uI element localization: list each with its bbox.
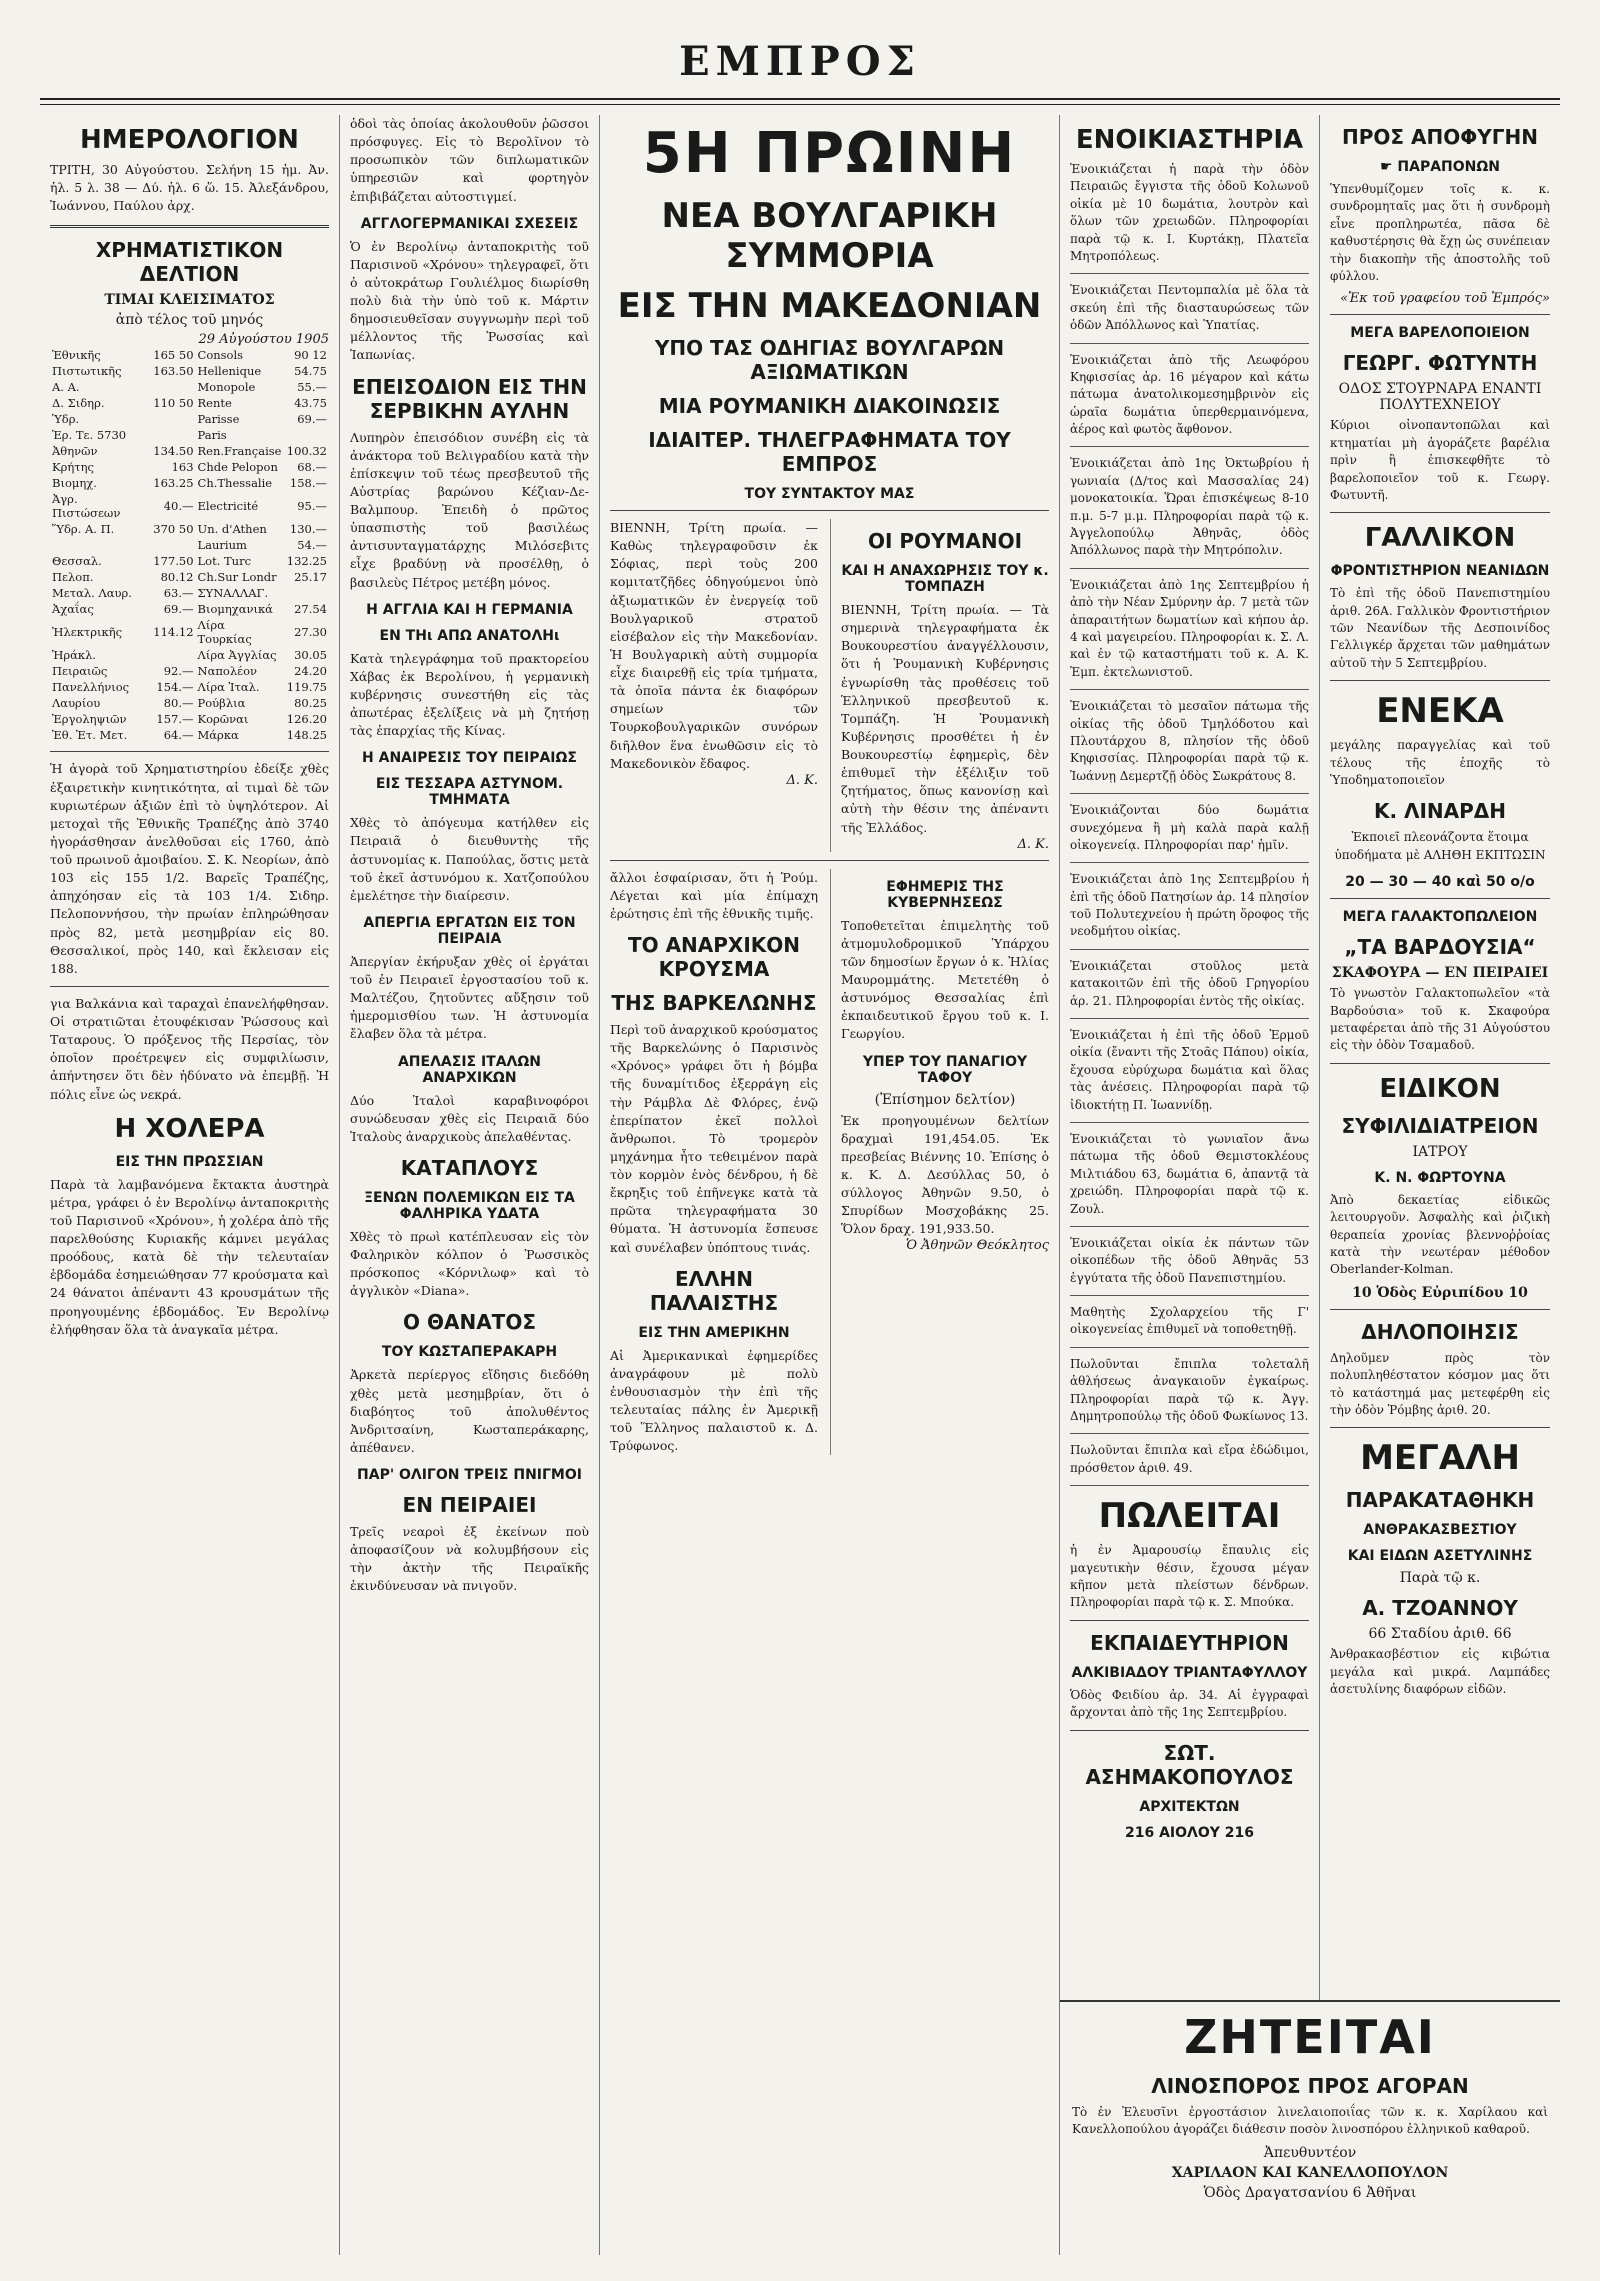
table-cell: 95.— [297, 499, 327, 514]
ad-name: Κ. ΛΙΝΑΡΔΗ [1373, 799, 1507, 824]
table-row [50, 647, 329, 663]
calendar-text: ΤΡΙΤΗ, 30 Αὐγούστου. Σελήνη 15 ἡμ. Ἀν. ἡλ. 5 λ. 38 — Δύ. ἡλ. 6 ὥ. 15. Ἀλεξάνδρου, Ἰωάννου, Παύλου ἀρχ. [50, 162, 329, 214]
subheadline: ΤΗΣ ΒΑΡΚΕΛΩΝΗΣ [611, 991, 817, 1015]
table-cell: Ρούβλια [197, 696, 246, 711]
table-cell: Βιομηχ. [52, 476, 97, 491]
ad-discount: 20 — 30 — 40 καὶ 50 ο/ο [1345, 874, 1535, 891]
headline: ΤΟ ΑΝΑΡΧΙΚΟΝ ΚΡΟΥΣΜΑ [627, 933, 801, 981]
table-cell: 80.12 [160, 570, 194, 585]
rental-ad: Μαθητὴς Σχολαρχείου τῆς Γ' οἰκογενείας ἐπιθυμεῖ νὰ τοποθετηθῇ. [1070, 1304, 1309, 1348]
article-body: Κατὰ τηλεγράφημα τοῦ πρακτορείου Χάβας ἐκ Βερολίνου, ἡ γερμανικὴ κυβέρνησις συνεστήθη εἰς τὰς ἀπωτέρας ἐξελίξεις νὰ μὴ ζητήσῃ τὰς ἐπαρχίας τῆς Κίνας. [350, 650, 589, 739]
table-cell: Ἠλεκτρικῆς [52, 625, 123, 640]
ad-body: Δηλοῦμεν πρὸς τὸν πολυπληθέστατον κόσμον μας ὅτι τὸ κατάστημά μας μετεφέρθη εἰς τὴν ὁδὸν Ῥόμβης ἀριθ. 20. [1330, 1350, 1550, 1417]
ad-name: „ΤΑ ΒΑΡΔΟΥΣΙΑ“ [1344, 935, 1536, 960]
article-body: Ὁ ἐν Βερολίνῳ ἀνταποκριτὴς τοῦ Παρισινοῦ «Χρόνου» τηλεγραφεῖ, ὅτι ὁ αὐτοκράτωρ Γουλιέλμος διωρίσθη πολὺ διὰ τὴν ὑπὸ τοῦ κ. Μάρτιν δημοσιευθεῖσαν συγγνωμὴν περὶ τοῦ μέλλοντος τῆς Ῥωσσίας καὶ Ἰαπωνίας. [350, 238, 589, 363]
ad-subtitle: ΙΑΤΡΟΥ [1412, 1143, 1468, 1160]
table-cell: Rente [197, 396, 232, 411]
table-row [50, 727, 329, 743]
table-cell: Κορῶναι [197, 712, 249, 727]
school-title: ΕΚΠΑΙΔΕΥΤΗΡΙΟΝ [1090, 1630, 1289, 1655]
table-cell: 30.05 [294, 648, 327, 663]
ad-subtitle: ΠΑΡΑΚΑΤΑΘΗΚΗ [1345, 1488, 1535, 1513]
table-cell: Parisse [197, 412, 240, 427]
ad-body: Ἀνθρακασβέστιον εἰς κιβώτια μεγάλα καὶ μικρά. Λαμπάδες ἀσετυλίνης διαφόρων εἰδῶν. [1330, 1647, 1550, 1697]
subheadline: ΚΑΙ Η ΑΝΑΧΩΡΗΣΙΣ ΤΟΥ κ. ΤΟΜΠΑΖΗ [841, 563, 1049, 595]
table-cell: Λίρα Ἀγγλίας [197, 648, 277, 663]
table-cell: Chde Pelopon [197, 460, 278, 475]
ad-title: ΜΕΓΑ ΓΑΛΑΚΤΟΠΩΛΕΙΟΝ [1342, 909, 1538, 926]
divider [1330, 1427, 1550, 1428]
table-cell: Ἀθηνῶν [52, 444, 98, 459]
sale-body: ἡ ἐν Ἀμαρουσίῳ ἔπαυλις εἰς μαγευτικὴν θέσιν, ἔχουσα μέγαν κῆπον μετὰ πλείστων δένδρων. Πληροφορίαι παρὰ τῷ κ. Σ. Μπούκα. [1070, 1543, 1309, 1610]
table-cell: 163 [171, 460, 194, 475]
ad-body: Τὸ ἐπὶ τῆς ὁδοῦ Πανεπιστημίου ἀριθ. 26Α. Γαλλικὸν Φροντιστήριον τῶν Νεανίδων τῆς Δεσποινίδος Γελλιγκέρ ἄρχεται τῶν μαθημάτων αὐτοῦ τὴν 5 Σεπτεμβρίου. [1330, 586, 1550, 670]
table-row [50, 443, 329, 459]
article-body: για Βαλκάνια καὶ ταραχαὶ ἐπανελήφθησαν. Οἱ στρατιῶται ἐτουφέκισαν Ῥώσσους καὶ Ταταρους. Ὁ πρόξενος τῆς Περσίας, τὸν ὁποῖον προέτρεψεν εἰς συμφιλίωσιν, ἀπήντησεν ὅτι δὲν ἠδύνατο νὰ ἐπεμβῇ. Ἡ πόλις εἶνε ὡς νεκρά. [50, 995, 329, 1102]
lower-columns [610, 869, 1049, 1456]
table-cell: 370 50 [153, 522, 194, 537]
ad-address: 66 Σταδίου ἀριθ. 66 [1368, 1626, 1512, 1643]
ad-name: ΓΕΩΡΓ. ΦΩΤΥΝΤΗ [1342, 351, 1538, 376]
cholera-subtitle: ΕΙΣ ΤΗΝ ΠΡΩΣΣΙΑΝ [115, 1153, 264, 1170]
table-cell [151, 379, 195, 395]
exchange-body: Ἡ ἀγορὰ τοῦ Χρηματιστηρίου ἐδείξε χθὲς ἐξαιρετικὴν κινητικότητα, αἱ τιμαὶ δὲ τῶν κυριωτέρων ἀξιῶν ἐπὶ τὸ ὑψηλότερον. Αἱ μετοχαὶ τῆς Ἐθνικῆς Τραπέζης ἀπὸ 3740 ἠγοράσθησαν ἀνελθοῦσαι εἰς 1760, ἀπὸ τοῦ πρωινοῦ ἀμοιβαίου. Σ. Κ. Νεορίων, ἀπὸ 103 εἰς 155 1/2. Βαρεῖς Τραπέζης, ἀπηχόησαν εἰς τὰ 103 1/4. Σιδηρ. Πελοποννήσου, τὴν πρωίαν ἐπληρώθησαν πρὸς 82, μετὰ μεσημβρίαν εἰς 80. Θεσσαλικοί, πρὸς 140, καὶ ἔκλεισαν εἰς 188. [50, 761, 329, 976]
article-body: ὁδοὶ τὰς ὁποίας ἀκολουθοῦν ῥῶσσοι πρόσφυγες. Εἰς τὸ Βερολῖνον τὸ προσωπικὸν τῶν διπλωματικῶν ὑπηρεσιῶν καὶ φορτηγὸν ἐπιβιβάζεται αὐτοστιγμεί. [350, 116, 589, 204]
notice-body: Ὑπενθυμίζομεν τοῖς κ. κ. συνδρομηταῖς μας ὅτι ἡ συνδρομὴ εἶνε προπληρωτέα, πᾶσα δὲ καθυστέρησις θὰ ἔχῃ ὡς συνέπειαν τὴν διακοπὴν τῆς ἀποστολῆς τοῦ φύλλου. [1330, 182, 1550, 283]
notice-subtitle [1330, 159, 1550, 175]
table-cell: Ch.Thessalie [197, 476, 273, 491]
divider [610, 510, 1049, 511]
ad-title: ΕΙΔΙΚΟΝ [1379, 1073, 1501, 1104]
table-cell: 100.32 [286, 444, 327, 459]
table-cell: 80.— [163, 696, 194, 711]
table-cell: 110 50 [153, 396, 194, 411]
column-4 [1060, 115, 1320, 2255]
headline: ΕΦΗΜΕΡΙΣ ΤΗΣ ΚΥΒΕΡΝΗΣΕΩΣ [886, 878, 1004, 911]
table-cell: 163.25 [153, 476, 194, 491]
table-cell: Λαυρίου [52, 696, 101, 711]
rental-ad: Ἐνοικιάζεται ἡ ἐπὶ τῆς ὁδοῦ Ἐρμοῦ οἰκία (ἔναντι τῆς Στοᾶς Πάπου) οἰκία, ἔχουσα εὐρύχωρα δωμάτια καὶ ὅλας τὰς ἀνέσεις. Πληροφορίαι παρὰ τῷ ἰδιοκτήτῃ Π. Ἰωαννίδῃ. [1070, 1027, 1309, 1123]
table-cell: Ὕδρ. Α. Π. [52, 522, 115, 537]
table-row [50, 663, 329, 679]
table-row [50, 459, 329, 475]
rental-ad: Ἐνοικιάζεται οἰκία ἐκ πάντων τῶν οἰκοπέδων τῆς ὁδοῦ Ἀθηνᾶς 53 ἐγγύτατα τῆς ὁδοῦ Πανεπιστημίου. [1070, 1235, 1309, 1296]
exchange-title: ΧΡΗΜΑΤΙΣΤΙΚΟΝ ΔΕΛΤΙΟΝ [95, 238, 284, 287]
table-row [50, 711, 329, 727]
table-cell: 69.— [297, 412, 327, 427]
headline: ΥΠΕΡ ΤΟΥ ΠΑΝΑΓΙΟΥ ΤΑΦΟΥ [862, 1053, 1028, 1086]
ad-subtitle: ΣΥΦΙΛΙΔΙΑΤΡΕΙΟΝ [1341, 1113, 1539, 1138]
table-cell: 64.— [163, 728, 194, 743]
table-cell: 132.25 [286, 554, 327, 569]
divider [1330, 512, 1550, 513]
article-body: Αἱ Ἀμερικανικαὶ ἐφημερίδες ἀναγράφουν μὲ πολὺ ἐνθουσιασμὸν τὴν ἐπὶ τῆς τελευταίας πάλης ἐν Ἀμερικῇ τοῦ Ἕλληνος παλαιστοῦ κ. Δ. Τρύφωνος. [610, 1347, 818, 1454]
divider [1330, 1309, 1550, 1310]
table-cell: Πειραιῶς [52, 664, 108, 679]
ad-subtitle: ΦΡΟΝΤΙΣΤΗΡΙΟΝ ΝΕΑΝΙΔΩΝ [1330, 563, 1550, 580]
signature: «Ἐκ τοῦ γραφείου τοῦ Ἐμπρός» [1340, 291, 1550, 307]
ad-address: 10 Ὁδὸς Εὐριπίδου 10 [1352, 1284, 1528, 1301]
table-cell: Hellenique [197, 364, 262, 379]
article-body: Χθὲς τὸ ἀπόγευμα κατήλθεν εἰς Πειραιᾶ ὁ διευθυντὴς τῆς ἀστυνομίας κ. Παπούλας, ὅστις μετὰ τοῦ ἐκεῖ ἀστυνόμου κ. Χατζοπούλου ἐμελέτησε τὴν διαίρεσιν. [350, 815, 589, 903]
article-body: Τοποθετεῖται ἐπιμελητὴς τοῦ ἀτμομυλοδρομικοῦ Ὑπάρχου τῶν δημοσίων ἔργων ὁ κ. Ἠλίας Μαυρομμάτης. Μετετέθη ὁ ἀστυνόμος Θεσσαλίας ἐπὶ ἐκπαιδευτικοῦ ἔργου τοῦ κ. Ι. Γεωργίου. [841, 917, 1049, 1042]
lower-right [830, 869, 1049, 1456]
divider [50, 751, 329, 752]
ad-address: ΟΔΟΣ ΣΤΟΥΡΝΑΡΑ ΕΝΑΝΤΙ ΠΟΛΥΤΕΧΝΕΙΟΥ [1338, 381, 1542, 414]
subheadline: ΤΟΥ ΚΩΣΤΑΠΕΡΑΚΑΡΗ [381, 1344, 558, 1361]
ad-subtitle: ΣΚΑΦΟΥΡΑ — ΕΝ ΠΕΙΡΑΙΕΙ [1331, 965, 1549, 982]
table-cell [151, 537, 195, 553]
bottom-ad-subtitle: ΛΙΝΟΣΠΟΡΟΣ ΠΡΟΣ ΑΓΟΡΑΝ [1151, 2074, 1469, 2098]
ad-subtitle: ΚΑΙ ΕΙΔΩΝ ΑΣΕΤΥΛΙΝΗΣ [1347, 1548, 1533, 1565]
table-cell: 126.20 [286, 712, 327, 727]
subheadline: ΞΕΝΩΝ ΠΟΛΕΜΙΚΩΝ ΕΙΣ ΤΑ ΦΑΛΗΡΙΚΑ ΥΔΑΤΑ [364, 1189, 575, 1222]
notice-title: ΠΡΟΣ ΑΠΟΦΥΓΗΝ [1342, 125, 1538, 149]
signature: Ὁ Ἀθηνῶν Θεόκλητος [905, 1238, 1049, 1254]
bottom-ad-sign: Ἀπευθυντέον [1263, 2144, 1357, 2161]
table-row [50, 553, 329, 569]
headline: ΕΛΛΗΝ ΠΑΛΑΙΣΤΗΣ [649, 1266, 779, 1315]
lower-left [610, 869, 818, 1456]
table-cell: Πιστωτικῆς [52, 364, 122, 379]
rental-ad: Ἐνοικιάζεται Πεντομπαλία μὲ ὅλα τὰ σκεύη ἐπὶ τῆς διασταυρώσεως τῶν ὁδῶν Ἀπόλλωνος καὶ Ὑπατίας. [1070, 282, 1309, 343]
table-row [50, 521, 329, 537]
telegram-columns [610, 519, 1049, 852]
table-cell: Α. Α. [52, 380, 80, 395]
headline: ΟΙ ΡΟΥΜΑΝΟΙ [867, 529, 1023, 553]
table-cell: 54.75 [294, 364, 327, 379]
subheadline: ΕΝ ΠΕΙΡΑΙΕΙ [402, 1493, 537, 1517]
exchange-date: 29 Αὐγούστου 1905 [198, 332, 329, 348]
signature: Δ. Κ. [1017, 836, 1049, 852]
ad-title: ΓΑΛΛΙΚΟΝ [1364, 523, 1516, 554]
table-cell: 90 12 [294, 348, 327, 363]
article-body: Λυπηρὸν ἐπεισόδιον συνέβη εἰς τὰ ἀνάκτορα τοῦ Βελιγραδίου κατὰ τὴν ἐπίσκεψιν τοῦ τέως πρεσβευτοῦ τῆς Αὐστρίας βαρώνου Κέζιαν-Δε-Βαλμπουρ. Ἐπειδὴ ὁ πρῶτος ὑπασπιστὴς τοῦ βασιλέως ἀντισυνταγματάρχης Μιλόσεβιτς εἶχε βραδύνῃ νὰ προσέλθῃ, ὁ βασιλεὺς Πέτρος μετέβη μόνος. [350, 429, 589, 590]
table-row [50, 601, 329, 617]
table-row [50, 617, 329, 647]
architect-name: ΣΩΤ. ΑΣΗΜΑΚΟΠΟΥΛΟΣ [1085, 1740, 1294, 1789]
ad-body: Ἐκποιεῖ πλεονάζοντα ἕτοιμα ὑποδήματα μὲ ΑΛΗΘΗ ΕΚΠΤΩΣΙΝ [1334, 830, 1546, 862]
table-cell [151, 411, 195, 427]
article-body: ἄλλοι ἐσφαίρισαν, ὅτι ἡ Ῥούμ. Λέγεται καὶ μία ἐπίμαχη ἐρώτησις ἐπὶ τῆς ἐθνικῆς τιμῆς. [610, 869, 818, 921]
school-subtitle: ΑΛΚΙΒΙΑΔΟΥ ΤΡΙΑΝΤΑΦΥΛΛΟΥ [1071, 1664, 1308, 1681]
rental-ad: Ἐνοικιάζεται ἀπὸ 1ης Σεπτεμβρίου ἡ ἀπὸ τὴν Νέαν Σμύρνην ἀρ. 7 μετὰ τῶν ἀπαραιτήτων δωματίων καὶ κήπου ἀρ. 4 καὶ μαγειρείου. Πληροφορίαι κ. Σ. Λ. καὶ ἐν τῷ καταστήματι τοῦ κ. Α. Κ. Ἐμπ. ἐκτελωνιστοῦ. [1070, 577, 1309, 690]
table-cell: 25.17 [294, 570, 327, 585]
column-2 [340, 115, 600, 2255]
telegram-right [830, 519, 1049, 852]
table-cell: 92.— [163, 664, 194, 679]
table-cell: 63.— [163, 586, 194, 601]
table-row [50, 363, 329, 379]
cholera-body: Παρὰ τὰ λαμβανόμενα ἔκτακτα ἀυστηρὰ μέτρα, γράφει ὁ ἐν Βερολίνῳ ἀνταποκριτὴς τοῦ Παρισινοῦ «Χρόνου», ἡ χολέρα ἀπὸ τῆς παρελθούσης Κυριακῆς κάμνει μεγάλας προόδους, κατὰ δὲ τὴν τελευταίαν ἑβδομάδα ἐσημειώθησαν 77 κρούσματα καὶ 24 θάνατοι ἀπέναντι 43 κρουσμάτων τῆς προηγουμένης ἑβδομάδος. Ἐν Βερολίνῳ ἐλήφθησαν ὅλα τὰ ἀναγκαῖα μέτρα. [50, 1176, 329, 1337]
table-cell [50, 537, 151, 553]
table-cell: Ἐθ. Ἐτ. Μετ. [52, 728, 128, 743]
rental-ad: Ἐνοικιάζεται ἡ παρὰ τὴν ὁδὸν Πειραιῶς ἔγγιστα τῆς ὁδοῦ Κολωνοῦ οἰκία μὲ 10 δωμάτια, λουτρὸν καὶ ὅλων τῶν χρειωδῶν. Πληροφορίαι παρὰ τῷ κ. Ι. Κυρτάκῃ, Πλατεῖα Μητροπόλεως. [1070, 161, 1309, 274]
divider [1070, 1620, 1309, 1621]
table-cell: Κρήτης [52, 460, 94, 475]
calendar-title: ΗΜΕΡΟΛΟΓΙΟΝ [80, 125, 299, 155]
headline: Η ΑΓΓΛΙΑ ΚΑΙ Η ΓΕΡΜΑΝΙΑ [366, 601, 573, 618]
table-cell: Πελοπ. [52, 570, 94, 585]
rentals-list [1070, 161, 1309, 1486]
table-cell: Lot. Turc [197, 554, 252, 569]
table-cell: 119.75 [286, 680, 327, 695]
subheadline: (Ἐπίσημον δελτίον) [874, 1091, 1016, 1108]
exchange-subtitle: ΤΙΜΑΙ ΚΛΕΙΣΙΜΑΤΟΣ [104, 292, 275, 309]
article-body: Ἐκ προηγουμένων δελτίων δραχμαὶ 191,454.05. Ἐκ πρεσβείας Βιέννης 10. Ἐπίσης ὁ κ. Κ. Δ. Δεσύλλας 50, ὁ σύλλογος Ἀθηνῶν 9.50, ὁ Σπυρίδων Μοσχοβάκης 25. Ὅλον δραχ. 191,933.50. [841, 1112, 1049, 1237]
table-cell: Μάρκα [197, 728, 239, 743]
table-cell: 134.50 [153, 444, 194, 459]
divider [610, 860, 1049, 861]
ad-title: ΜΕΓΑΛΗ [1360, 1438, 1520, 1479]
table-cell: Λίρα Τουρκίας [197, 618, 252, 647]
table-cell: 69.— [163, 602, 194, 617]
rental-ad: Ἐνοικιάζεται ἀπὸ 1ης Ὀκτωβρίου ἡ γωνιαία (Δ/τος καὶ Μασσαλίας 24) μονοκατοικία. Ὥραι ἐπισκέψεως 8-10 π.μ. 5-7 μ.μ. Πληροφορίαι παρὰ τῷ κ. Ἀγγελοπούλῳ Ἀθηνᾶς, ὁδὸς Ἀπόλλωνος παρὰ τὴν Μητρόπολιν. [1070, 455, 1309, 568]
rental-ad: Πωλοῦνται ἔπιπλα τολεταλῆ ἀθλήσεως ἀναγκαιοῦν ἐγκαίρως. Πληροφορίαι παρὰ τῷ κ. Ἀγγ. Δημητροπούλῳ τῆς ὁδοῦ Φωκίωνος 13. [1070, 1356, 1309, 1435]
divider [1070, 1730, 1309, 1731]
architect-title: ΑΡΧΙΤΕΚΤΩΝ [1139, 1798, 1240, 1815]
table-cell: Ἐργοληψιῶν [52, 712, 127, 727]
subheadline: ΕΙΣ ΤΕΣΣΑΡΑ ΑΣΤΥΝΟΜ. ΤΜΗΜΑΤΑ [375, 776, 564, 809]
telegram-subheading: ΤΟΥ ΣΥΝΤΑΚΤΟΥ ΜΑΣ [744, 486, 915, 502]
divider [1330, 680, 1550, 681]
table-cell [285, 427, 329, 443]
table-row [50, 347, 329, 363]
table-row [50, 411, 329, 427]
telegram-heading: ΙΔΙΑΙΤΕΡ. ΤΗΛΕΓΡΑΦΗΜΑΤΑ ΤΟΥ ΕΜΠΡΟΣ [648, 428, 1011, 476]
table-cell: Ἀχαΐας [52, 602, 94, 617]
table-cell: Un. d'Athen [197, 522, 267, 537]
table-cell: 130.— [289, 522, 327, 537]
school-body: Ὁδὸς Φειδίου ἀρ. 34. Αἱ ἐγγραφαὶ ἄρχονται ἀπὸ τῆς 1ης Σεπτεμβρίου. [1070, 1687, 1309, 1720]
table-row [50, 679, 329, 695]
table-cell: 163.50 [153, 364, 194, 379]
bottom-ad-sign-address: Ὁδὸς Δραγατσανίου 6 Ἀθῆναι [1203, 2184, 1417, 2201]
table-cell: Ὑδρ. [52, 412, 80, 427]
table-cell: Δ. Σιδηρ. [52, 396, 105, 411]
ad-name: Α. ΤΖΟΑΝΝΟΥ [1362, 1596, 1518, 1621]
headline: ΑΓΓΛΟΓΕΡΜΑΝΙΚΑΙ ΣΧΕΣΕΙΣ [360, 215, 579, 232]
table-cell: Μεταλ. Λαυρ. [52, 586, 132, 601]
main-headline: ΝΕΑ ΒΟΥΛΓΑΡΙΚΗ ΣΥΜΜΟΡΙΑ [661, 196, 998, 276]
rental-ad: Ἐνοικιάζονται δύο δωμάτια συνεχόμενα ἢ μὴ καλὰ παρὰ καλῇ οἰκογενείᾳ. Πληροφορίαι παρ' ἡμῖν. [1070, 802, 1309, 863]
table-cell: 24.20 [294, 664, 327, 679]
table-cell: Ἐθνικῆς [52, 348, 101, 363]
table-cell: Electricité [197, 499, 259, 514]
article-body: Ἀπεργίαν ἐκήρυξαν χθὲς οἱ ἐργάται τοῦ ἐν Πειραιεῖ ἐργοστασίου τοῦ κ. Μαλτέζου, ζητοῦντες αὔξησιν τοῦ ἡμερομισθίου των. Ἡ ἀστυνομία ἔλαβεν ὅλα τὰ μέτρα. [350, 953, 589, 1042]
article-body: Τρεῖς νεαροὶ ἐξ ἐκείνων ποὺ ἀποφασίζουν νὰ κολυμβήσουν εἰς τὴν ἀκτὴν τῆς Πειραϊκῆς ἐκινδύνευσαν νὰ πνιγοῦν. [350, 1524, 589, 1594]
column-5 [1320, 115, 1560, 2255]
exchange-table [50, 347, 329, 743]
bottom-ad-title: ΖΗΤΕΙΤΑΙ [1184, 2010, 1436, 2064]
ad-title: ΜΕΓΑ ΒΑΡΕΛΟΠΟΙΕΙΟΝ [1350, 325, 1530, 342]
table-cell: 157.— [156, 712, 194, 727]
headline: ΠΑΡ' ΟΛΙΓΟΝ ΤΡΕΙΣ ΠΝΙΓΜΟΙ [357, 1467, 582, 1483]
sale-title: ΠΩΛΕΙΤΑΙ [1098, 1496, 1281, 1537]
table-row [50, 395, 329, 411]
ad-body: Ἀπὸ δεκαετίας εἰδικῶς λειτουργοῦν. Ἀσφαλὴς καὶ ῥιζικὴ θεραπεία χρονίας βλεννοῤῥοίας κατὰ τὴν νεωτέραν μέθοδον Oberlander-Kolman. [1330, 1192, 1550, 1277]
newspaper-name: ΕΜΠΡΟΣ [679, 38, 921, 85]
table-cell: 43.75 [294, 396, 327, 411]
table-cell: 177.50 [153, 554, 194, 569]
table-row [50, 475, 329, 491]
table-cell: Monopole [197, 380, 256, 395]
table-cell: 158.— [289, 476, 327, 491]
main-headline-2: ΕΙΣ ΤΗΝ ΜΑΚΕΔΟΝΙΑΝ [617, 286, 1042, 326]
table-row [50, 569, 329, 585]
cholera-title: Η ΧΟΛΕΡΑ [114, 1113, 265, 1144]
divider [50, 986, 329, 987]
headline: ΕΠΕΙΣΟΔΙΟΝ ΕΙΣ ΤΗΝ ΣΕΡΒΙΚΗΝ ΑΥΛΗΝ [352, 374, 587, 423]
headline: ΑΠΕΡΓΙΑ ΕΡΓΑΤΩΝ ΕΙΣ ΤΟΝ ΠΕΙΡΑΙΑ [363, 914, 576, 947]
article-body: Περὶ τοῦ ἀναρχικοῦ κρούσματος τῆς Βαρκελώνης ὁ Παρισινὸς «Χρόνος» γράφει ὅτι ἡ βόμβα τῆς δυναμίτιδος ἐξερράγη εἰς τὴν Ράμβλα Δὲ Φλόρες, ἐνῷ ἐπερίπατον ἐκεῖ πολλοὶ ἄνθρωποι. Τὸ τρομερὸν μηχάνημα ἦτο τεθειμένον παρὰ τὸν κορμὸν ἑνὸς δένδρου, ἡ δὲ ἔκρηξις τοῦ ἐπῆνεγκε κατὰ τὰ πρῶτα τηλεγραφήματα 30 θύματα. Ἡ ἀστυνομία ἔσπευσε καὶ συνέλαβεν ὑπόπτους τινάς. [610, 1022, 818, 1255]
table-cell: 40.— [163, 499, 194, 514]
telegram-left [610, 519, 818, 852]
table-cell: 55.— [297, 380, 327, 395]
table-cell: Laurium [197, 538, 247, 553]
headline: ΑΠΕΛΑΣΙΣ ΙΤΑΛΩΝ ΑΝΑΡΧΙΚΩΝ [397, 1053, 542, 1086]
column-1 [40, 115, 340, 2255]
table-row [50, 695, 329, 711]
architect-address: 216 ΑΙΟΛΟΥ 216 [1124, 1824, 1254, 1841]
table-cell: Βιομηχανικά [197, 602, 273, 617]
main-subheadline: ΥΠΟ ΤΑΣ ΟΔΗΓΙΑΣ ΒΟΥΛΓΑΡΩΝ ΑΞΙΩΜΑΤΙΚΩΝ [654, 336, 1005, 384]
rental-ad: Ἐνοικιάζεται ἀπὸ τῆς Λεωφόρου Κηφισσίας ἀρ. 16 μέγαρον καὶ κάτω πάτωμα ἀνατολικομεσημβρινὸν εἰς ὡραῖα δωμάτια ὑπερθερμαινόμενα, ἀέρος καὶ φωτὸς ἄφθονον. [1070, 352, 1309, 448]
table-cell: 68.— [297, 460, 327, 475]
bottom-ad-body: Τὸ ἐν Ἐλευσῖνι ἐργοστάσιον λινελαιοποιΐας τῶν κ. κ. Χαρίλαου καὶ Κανελλοπούλου ἀγοράζει διάθεσιν ποσὸν λινοσπόρου ἑλληνικοῦ καθαροῦ. [1072, 2105, 1548, 2137]
masthead-rule [40, 98, 1560, 105]
article-body: Δύο Ἰταλοὶ καραβινοφόροι συνώδευσαν χθὲς εἰς Πειραιᾶ δύο Ἰταλοὺς ἀναρχικοὺς ἀπελαθέντας. [350, 1092, 589, 1144]
table-cell: 54.— [297, 538, 327, 553]
rental-ad: Ἐνοικιάζεται ἀπὸ 1ης Σεπτεμβρίου ἡ ἐπὶ τῆς ὁδοῦ Πατησίων ἀρ. 14 πλησίον τοῦ Πολυτεχνείου ἡ πρώτη ὅροφος τῆς νεοδμήτου οἰκίας. [1070, 871, 1309, 950]
headline: Ο ΘΑΝΑΤΟΣ [403, 1310, 536, 1335]
subheadline: ΕΝ ΤΗι ΑΠΩ ΑΝΑΤΟΛΗι [379, 627, 560, 644]
table-cell: 80.25 [294, 696, 327, 711]
table-cell: Ἐρ. Τε. 5730 [52, 428, 127, 443]
pointing-hand-icon: ☛ [1379, 159, 1393, 175]
signature: Δ. Κ. [786, 772, 818, 788]
table-cell: Λίρα Ἰταλ. [197, 680, 260, 695]
table-cell: 165 50 [153, 348, 194, 363]
table-cell: ΣΥΝΑΛΛΑΓ. [197, 586, 269, 601]
ad-subtitle: ΑΝΘΡΑΚΑΣΒΕΣΤΙΟΥ [1363, 1522, 1517, 1539]
headline: Η ΑΝΑΙΡΕΣΙΣ ΤΟΥ ΠΕΙΡΑΙΩΣ [362, 750, 577, 767]
table-cell: Ren.Française [197, 444, 282, 459]
article-body: ΒΙΕΝΝΗ, Τρίτη πρωία. — Καθὼς τηλεγραφοῦσιν ἐκ Σόφιας, περὶ τοὺς 200 κομιτατζῆδες ὁδηγούμενοι ὑπὸ ἀξιωματικῶν ἐν ἐνεργείᾳ τοῦ Βουλγαρικοῦ στρατοῦ εἰσέβαλον εἰς τὴν Μακεδονίαν. Ἡ Βουλγαρικὴ αὐτὴ συμμορία εἶχε διαιρεθῇ εἰς τρία τμήματα, τὰ ὁποῖα πάντα ἐκ διαφόρων σημείων τῶν Τουρκοβουλγαρικῶν συνόρων διῆλθον ἕνα ἐνωθῶσιν εἰς τὸ Μακεδονικὸν ἔδαφος. [610, 520, 818, 771]
divider [1330, 1063, 1550, 1064]
article-body: Ἀρκετὰ περίεργος εἴδησις διεδόθη χθὲς μετὰ μεσημβρίαν, ὅτι ὁ διαβόητος τοῦ ἀπολυθέντος Ἀνδριτσαίνη, Κωσταπεράκαρης, ἀπέθανεν. [350, 1367, 589, 1455]
rentals-title: ΕΝΟΙΚΙΑΣΤΗΡΙΑ [1075, 125, 1304, 155]
ad-body: Τὸ γνωστὸν Γαλακτοπωλεῖον «τὰ Βαρδούσια» τοῦ κ. Σκαφούρα μεταφέρεται ἀπὸ τῆς 31 Αὐγούστου εἰς τὴν ὁδὸν Τσαμαδοῦ. [1330, 986, 1550, 1053]
divider [1330, 314, 1550, 315]
table-row [50, 491, 329, 521]
ad-by: Παρὰ τῷ κ. [1399, 1570, 1481, 1587]
table-cell: 27.30 [294, 625, 327, 640]
divider [1330, 898, 1550, 899]
ad-title: ΔΗΛΟΠΟΙΗΣΙΣ [1361, 1319, 1519, 1344]
column-3 [600, 115, 1060, 2255]
ad-name: Κ. Ν. ΦΩΡΤΟΥΝΑ [1374, 1169, 1506, 1186]
bottom-ad [1060, 2000, 1560, 2255]
rental-ad: Ἐνοικιάζεται τὸ μεσαῖον πάτωμα τῆς οἰκίας τῆς ὁδοῦ Τμηλόδοτου καὶ Πλουτάρχου 8, πλησίον τῆς ὁδοῦ Κηφισσίας. Πληροφορίαι παρὰ τῷ κ. Ἰωάννῃ Δεμερτζῇ ὁδὸς Σωκράτους 8. [1070, 698, 1309, 794]
table-cell [151, 427, 195, 443]
rental-ad: Ἐνοικιάζεται στοῦλος μετὰ κατακοιτῶν ἐπὶ τῆς ὁδοῦ Γρηγορίου ἀρ. 21. Πληροφορίαι ἐντὸς τῆς οἰκίας. [1070, 958, 1309, 1019]
table-row [50, 585, 329, 601]
table-cell: Ch.Sur Londr [197, 570, 277, 585]
article-body: Χθὲς τὸ πρωὶ κατέπλευσαν εἰς τὸν Φαληρικὸν κόλπον ὁ Ῥωσσικὸς πρόσκοπος «Κόρνιλωφ» καὶ τὸ ἀγγλικὸν «Diana». [350, 1228, 589, 1299]
bottom-ad-sign-name: ΧΑΡΙΛΑΟΝ ΚΑΙ ΚΑΝΕΛΛΟΠΟΥΛΟΝ [1171, 2164, 1449, 2181]
table-cell: Θεσσαλ. [52, 554, 102, 569]
subheadline: ΕΙΣ ΤΗΝ ΑΜΕΡΙΚΗΝ [638, 1324, 790, 1341]
table-cell: Πανελλήνιος [52, 680, 130, 695]
rental-ad: Ἐνοικιάζεται τὸ γωνιαῖον ἄνω πάτωμα τῆς ὁδοῦ Θεμιστοκλέους Μιλτιάδου 63, δωμάτια 6, ἀπαντᾷ τὰ χρειώδη. Πληροφορίαι παρὰ τῷ κ. Ζουλ. [1070, 1131, 1309, 1227]
table-cell: 114.12 [153, 625, 194, 640]
table-cell [285, 585, 329, 601]
masthead [40, 20, 1560, 110]
table-cell: 27.54 [294, 602, 327, 617]
newspaper-page [40, 20, 1560, 2260]
edition-title: 5Η ΠΡΩΙΝΗ [642, 121, 1017, 186]
article-body: ΒΙΕΝΝΗ, Τρίτη πρωία. — Τὰ σημερινὰ τηλεγραφήματα ἐκ Βουκουρεστίου ἀναγγέλλουσιν, ὅτι ἡ Ῥουμανικὴ Κυβέρνησις ἐγνωρίσθη τὰς προθέσεις τοῦ Ἑλληνικοῦ πρεσβευτοῦ κ. Τομπάζη. Ἡ Ῥουμανικὴ Κυβέρνησις προσθέτει ἡ ἐν Βουκουρεστίῳ ἐφημερὶς, δὲν ἐπιθυμεῖ τὴν ἐξέλιξιν τοῦ ζητήματος, ὅπως κανονίσῃ καὶ αὐτὴ τὴν θέσιν της ἀπέναντι τῆς Ἑλλάδος. [841, 602, 1049, 835]
divider [50, 225, 329, 228]
exchange-note: ἀπὸ τέλος τοῦ μηνός [115, 312, 264, 329]
table-cell: Paris [197, 428, 227, 443]
table-cell [151, 647, 195, 663]
rental-ad: Πωλοῦνται ἔπιπλα καὶ εἴρα ἐδώδιμοι, πρόσθετον ἀριθ. 49. [1070, 1442, 1309, 1486]
table-cell: Ἀγρ. Πιστώσεων [52, 492, 121, 521]
main-subheadline-2: ΜΙΑ ΡΟΥΜΑΝΙΚΗ ΔΙΑΚΟΙΝΩΣΙΣ [658, 394, 1001, 418]
table-cell: Ἡράκλ. [52, 648, 97, 663]
table-cell: 148.25 [286, 728, 327, 743]
table-cell: Ναπολέον [197, 664, 257, 679]
ad-title: ΕΝΕΚΑ [1376, 691, 1504, 732]
table-row [50, 537, 329, 553]
table-cell: Consols [197, 348, 244, 363]
table-row [50, 427, 329, 443]
notice-subtitle-text: ΠΑΡΑΠΟΝΩΝ [1397, 159, 1501, 175]
headline: ΚΑΤΑΠΛΟΥΣ [400, 1155, 539, 1180]
table-row [50, 379, 329, 395]
ad-body: Κύριοι οἰνοπαντοπῶλαι καὶ κτηματίαι μὴ ἀγοράζετε βαρέλια πρὶν ἢ ἐπισκεφθῆτε τὸ βαρελοποιεῖον τοῦ κ. Γεωργ. Φωτυντῆ. [1330, 418, 1550, 502]
table-cell: 154.— [156, 680, 194, 695]
ad-body: μεγάλης παραγγελίας καὶ τοῦ τέλους τῆς ἐποχῆς τὸ Ὑποδηματοποιεῖον [1330, 738, 1550, 788]
